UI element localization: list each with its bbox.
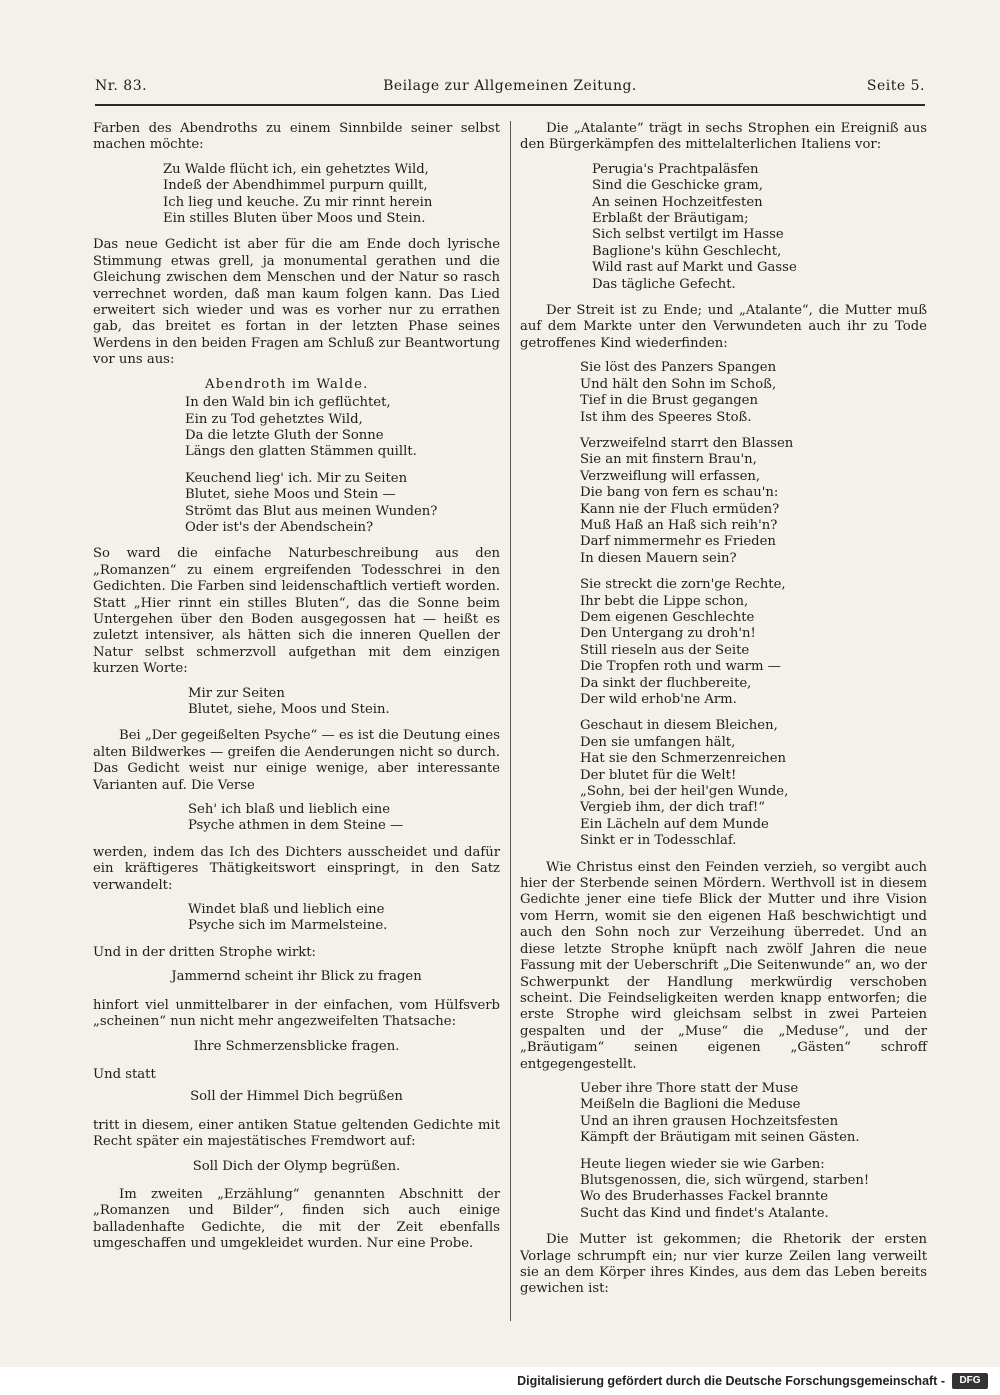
verse-line: Sind die Geschicke gram, — [592, 178, 763, 194]
left-column — [93, 121, 500, 1261]
poem-title: Abendroth im Walde. — [205, 376, 369, 392]
verse-line: Den Untergang zu droh'n! — [580, 626, 756, 642]
verse-line: Das tägliche Gefecht. — [592, 276, 736, 292]
paragraph: hinfort viel unmittelbarer in der einfachen, vom Hülfsverb „scheinen“ nun nicht mehr angezweifelten Thatsache: — [93, 997, 500, 1030]
verse-block — [520, 360, 927, 426]
verse-line: „Sohn, bei der heil'gen Wunde, — [580, 784, 789, 800]
verse-line: Die bang von fern es schau'n: — [580, 485, 779, 501]
verse-line: Tief in die Brust gegangen — [580, 393, 758, 409]
verse-line: Den sie umfangen hält, — [580, 734, 736, 750]
paragraph: Wie Christus einst den Feinden verzieh, so vergibt auch hier der Sterbende seinen Mördern. Werthvoll ist in diesem Gedichte jener eine tiefe Blick der Mutter und ihre Vision vom Herrn, womit sie den eigenen Haß beschwichtigt und auch den Sohn noch zur Verzeihung überredet. Und an diese letzte Strophe knüpft nach zwölf Jahren die neue Fassung mit der Ueberschrift „Die Seitenwunde“ an, wo der Schwerpunkt der Handlung merkwürdig verschoben scheint. Die Feindseligkeiten werden knapp entworfen; die erste Strophe wird gleichsam selbst in zwei Parteien gespalten und der „Muse“ die „Meduse“, und der „Bräutigam“ seinen eigenen „Gästen“ schroff entgegengestellt. — [520, 859, 927, 1072]
paragraph: Die Mutter ist gekommen; die Rhetorik der ersten Vorlage schrumpft ein; nur vier kurze Zeilen lang verweilt sie an dem Körper ihres Kindes, aus dem das Leben bereits gewichen ist: — [520, 1232, 927, 1297]
verse-line: Perugia's Prachtpaläsfen — [592, 161, 759, 177]
quoted-line: Soll der Himmel Dich begrüßen — [190, 1089, 403, 1105]
column-divider — [510, 121, 511, 1321]
paragraph: Bei „Der gegeißelten Psyche“ — es ist die Deutung eines alten Bildwerkes — greifen die Aenderungen nicht so durch. Das Gedicht weist nur einige wenige, aber interessante Varianten auf. Die Verse — [93, 728, 500, 793]
verse-line: Sinkt er in Todesschlaf. — [580, 833, 737, 849]
verse-block — [93, 802, 500, 835]
verse-line: Sich selbst vertilgt im Hasse — [592, 227, 784, 243]
verse-line: Wild rast auf Markt und Gasse — [592, 260, 797, 276]
verse-block — [93, 902, 500, 935]
verse-line: Sucht das Kind und findet's Atalante. — [580, 1205, 829, 1221]
page-header — [95, 78, 925, 100]
verse-block — [520, 436, 927, 567]
verse-line: Ueber ihre Thore statt der Muse — [580, 1080, 799, 1096]
quoted-line: Ihre Schmerzensblicke fragen. — [193, 1038, 400, 1054]
verse-line: Blutsgenossen, die, sich würgend, starben! — [580, 1172, 870, 1188]
verse-line: Meißeln die Baglioni die Meduse — [580, 1097, 801, 1113]
verse-block — [520, 577, 927, 708]
verse-line: Erblaßt der Bräutigam; — [592, 211, 749, 227]
verse-line: Ihr bebt die Lippe schon, — [580, 593, 749, 609]
verse-line: Oder ist's der Abendschein? — [185, 519, 374, 535]
verse-line: Verzweiflung will erfassen, — [580, 468, 761, 484]
paragraph: tritt in diesem, einer antiken Statue geltenden Gedichte mit Recht später ein majestätisches Fremdwort auf: — [93, 1117, 500, 1150]
paragraph: Das neue Gedicht ist aber für die am Ende doch lyrische Stimmung etwas grell, ja monumental gerathen und die Gleichung zwischen dem Menschen und der Natur so rasch verrechnet worden, daß man kaum folgen kann. Das Lied erweitert sich wieder und was es vorher nur zu errathen gab, das breitet es fortan in der letzten Phase seines Werdens in den beiden Fragen am Schluß zur Beantwortung vor uns aus: — [93, 237, 500, 368]
verse-line: Mir zur Seiten — [188, 685, 285, 701]
verse-block — [520, 718, 927, 849]
verse-block — [520, 1157, 927, 1223]
verse-line: Sie streckt die zorn'ge Rechte, — [580, 577, 786, 593]
paragraph: Die „Atalante“ trägt in sechs Strophen ein Ereigniß aus den Bürgerkämpfen des mittelalterlichen Italiens vor: — [520, 121, 927, 153]
dfg-logo: DFG — [952, 1373, 988, 1389]
verse-line: Strömt das Blut aus meinen Wunden? — [185, 503, 438, 519]
verse-line: Muß Haß an Haß sich reih'n? — [580, 517, 778, 533]
verse-line: Und hält den Sohn im Schoß, — [580, 376, 777, 392]
footer-credit: Digitalisierung gefördert durch die Deutsche Forschungsgemeinschaft - — [517, 1374, 945, 1388]
paragraph: So ward die einfache Naturbeschreibung aus den „Romanzen“ zu einem ergreifenden Todesschrei in den Gedichten. Die Farben sind leidenschaftlich vertieft worden. Statt „Hier rinnt ein stilles Bluten“, das die Sonne beim Untergehen über den Boden ausgegossen hat — heißt es zuletzt intensiver, als hätten sich die inneren Quellen der Natur selbst schmerzvoll aufgethan mit dem einzigen kurzen Worte: — [93, 546, 500, 677]
verse-line: Der wild erhob'ne Arm. — [580, 692, 737, 707]
verse-line: In diesen Mauern sein? — [580, 550, 737, 566]
verse-line: Ein Lächeln auf dem Munde — [580, 816, 769, 832]
header-rule — [95, 104, 925, 106]
verse-line: An seinen Hochzeitfesten — [592, 194, 763, 210]
verse-line: Hat sie den Schmerzenreichen — [580, 751, 787, 767]
verse-line: Ein zu Tod gehetztes Wild, — [185, 411, 363, 427]
verse-line: Still rieseln aus der Seite — [580, 642, 750, 658]
right-column — [520, 121, 927, 1306]
verse-line: Längs den glatten Stämmen quillt. — [185, 444, 417, 460]
paragraph: Und in der dritten Strophe wirkt: — [93, 944, 316, 960]
verse-line: Geschaut in diesem Bleichen, — [580, 718, 778, 734]
verse-line: Der blutet für die Welt! — [580, 767, 737, 783]
digitization-footer — [0, 1367, 1000, 1395]
verse-line: Vergieb ihm, der dich traf!“ — [580, 800, 765, 816]
verse-line: In den Wald bin ich geflüchtet, — [185, 395, 391, 411]
issue-number: Nr. 83. — [95, 78, 148, 94]
publication-title: Beilage zur Allgemeinen Zeitung. — [383, 78, 637, 94]
verse-line: Da sinkt der fluchbereite, — [580, 675, 752, 691]
verse-block — [520, 162, 927, 293]
verse-line: Ist ihm des Speeres Stoß. — [580, 409, 752, 425]
verse-line: Die Tropfen roth und warm — — [580, 659, 781, 675]
verse-line: Psyche athmen in dem Steine — — [188, 818, 404, 834]
verse-block — [93, 395, 500, 461]
verse-line: Kann nie der Fluch ermüden? — [580, 501, 780, 517]
verse-line: Psyche sich im Marmelsteine. — [188, 918, 388, 934]
verse-line: Da die letzte Gluth der Sonne — [185, 427, 384, 443]
verse-line: Blutet, siehe Moos und Stein — — [185, 487, 396, 503]
verse-line: Ein stilles Bluten über Moos und Stein. — [163, 211, 426, 227]
verse-line: Sie an mit finstern Brau'n, — [580, 452, 757, 468]
paragraph: Der Streit ist zu Ende; und „Atalante“, die Mutter muß auf dem Markte unter den Verwundeten auch ihr zu Tode getroffenes Kind wiederfinden: — [520, 303, 927, 351]
verse-line: Kämpft der Bräutigam mit seinen Gästen. — [580, 1130, 860, 1146]
verse-line: Zu Walde flücht ich, ein gehetztes Wild, — [163, 161, 429, 177]
quoted-line: Soll Dich der Olymp begrüßen. — [192, 1158, 401, 1174]
paragraph: Im zweiten „Erzählung“ genannten Abschnitt der „Romanzen und Bilder“, finden sich auch einige balladenhafte Gedichte, die mit der Zeit ebenfalls umgeschaffen und umgekleidet wurden. Nur eine Probe. — [93, 1186, 500, 1252]
verse-block — [93, 471, 500, 537]
verse-line: Heute liegen wieder sie wie Garben: — [580, 1156, 825, 1172]
verse-block — [520, 1081, 927, 1147]
verse-line: Dem eigenen Geschlechte — [580, 609, 755, 625]
verse-line: Seh' ich blaß und lieblich eine — [188, 802, 391, 818]
verse-line: Und an ihren grausen Hochzeitsfesten — [580, 1113, 839, 1129]
verse-line: Verzweifelnd starrt den Blassen — [580, 435, 794, 451]
verse-line: Blutet, siehe, Moos und Stein. — [188, 702, 390, 717]
verse-line: Darf nimmermehr es Frieden — [580, 534, 776, 550]
paragraph: werden, indem das Ich des Dichters ausscheidet und dafür ein kräftigeres Thätigkeitswort einspringt, in den Satz verwandelt: — [93, 844, 500, 893]
verse-line: Indeß der Abendhimmel purpurn quillt, — [163, 178, 428, 194]
verse-line: Sie löst des Panzers Spangen — [580, 360, 777, 376]
verse-block — [93, 686, 500, 719]
verse-line: Ich lieg und keuche. Zu mir rinnt herein — [163, 194, 433, 210]
paragraph: Und statt — [93, 1066, 156, 1082]
verse-block — [93, 162, 500, 228]
page-number: Seite 5. — [866, 78, 925, 94]
verse-line: Windet blaß und lieblich eine — [188, 902, 385, 918]
quoted-line: Jammernd scheint ihr Blick zu fragen — [171, 969, 422, 985]
verse-line: Keuchend lieg' ich. Mir zu Seiten — [185, 470, 408, 486]
verse-line: Wo des Bruderhasses Fackel brannte — [580, 1189, 829, 1205]
verse-line: Baglione's kühn Geschlecht, — [592, 243, 782, 259]
paragraph: Farben des Abendroths zu einem Sinnbilde seiner selbst machen möchte: — [93, 121, 500, 153]
